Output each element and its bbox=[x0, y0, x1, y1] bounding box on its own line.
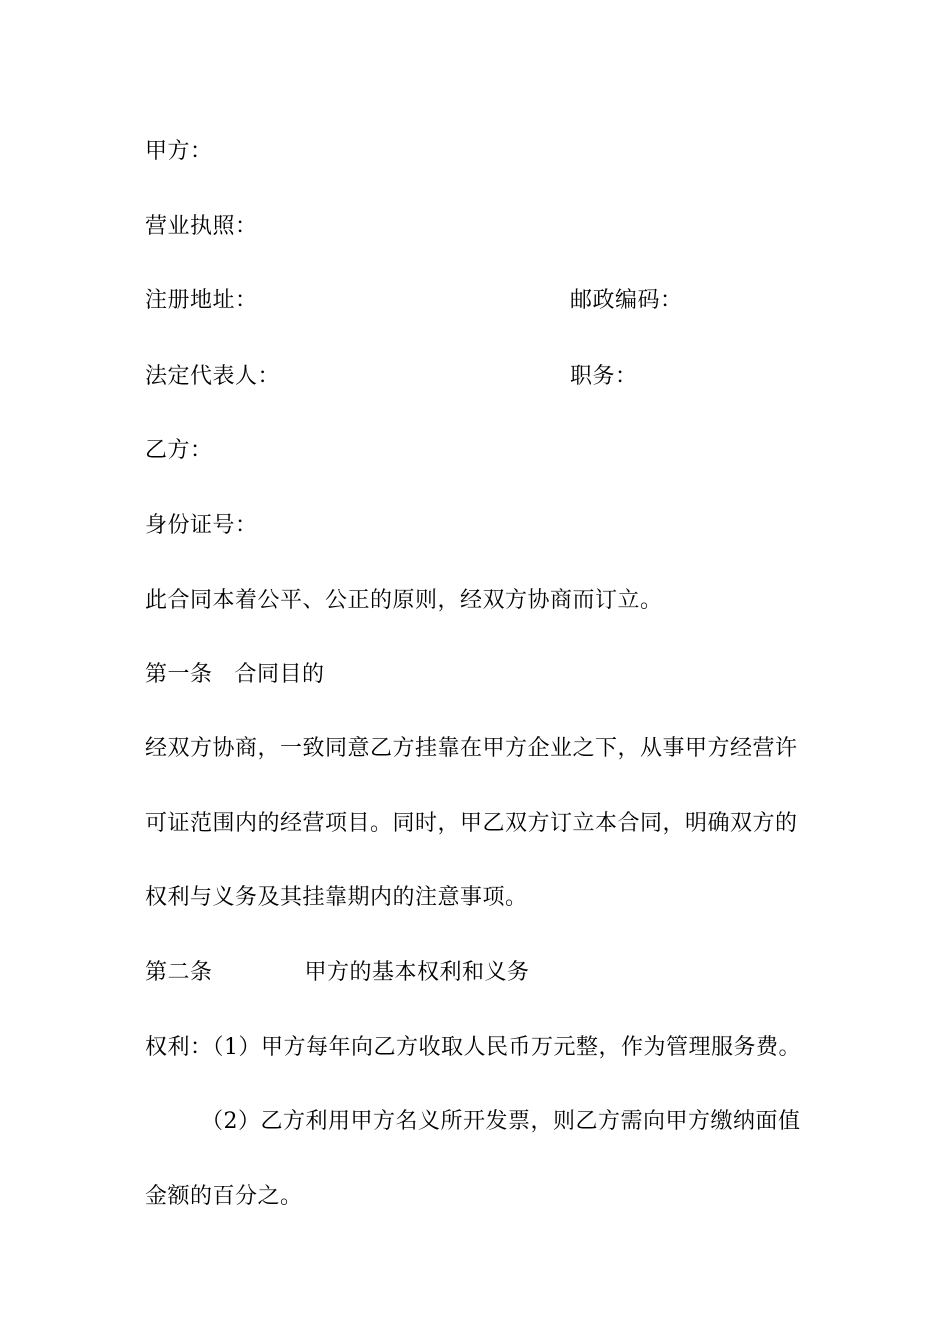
article-1-line-1: 经双方协商，一致同意乙方挂靠在甲方企业之下，从事甲方经营许 bbox=[145, 736, 798, 761]
article-2-rights-line-3: 金额的百分之。 bbox=[145, 1184, 303, 1209]
id-number-label: 身份证号： bbox=[145, 513, 258, 538]
postal-code-label: 邮政编码： bbox=[570, 288, 683, 313]
article-1-title: 合同目的 bbox=[234, 662, 325, 687]
party-b-label: 乙方： bbox=[145, 438, 213, 463]
article-1-line-2: 可证范围内的经营项目。同时，甲乙双方订立本合同，明确双方的 bbox=[145, 811, 798, 836]
intro-paragraph: 此合同本着公平、公正的原则，经双方协商而订立。 bbox=[145, 588, 663, 613]
article-1-heading bbox=[145, 662, 325, 688]
business-license-label: 营业执照： bbox=[145, 214, 258, 239]
article-1-number: 第一条 bbox=[145, 662, 213, 687]
position-label: 职务： bbox=[570, 364, 638, 389]
article-2-heading bbox=[145, 960, 530, 986]
legal-rep-label: 法定代表人： bbox=[145, 364, 281, 389]
party-a-label: 甲方： bbox=[145, 139, 213, 164]
article-2-number: 第二条 bbox=[145, 960, 213, 985]
article-2-title: 甲方的基本权利和义务 bbox=[304, 960, 530, 985]
article-1-line-3: 权利与义务及其挂靠期内的注意事项。 bbox=[145, 885, 528, 910]
article-2-rights-line-2: （2）乙方利用甲方名义所开发票，则乙方需向甲方缴纳面值 bbox=[201, 1109, 801, 1134]
article-2-rights-line-1: 权利：（1）甲方每年向乙方收取人民币万元整，作为管理服务费。 bbox=[145, 1035, 801, 1060]
registered-address-label: 注册地址： bbox=[145, 288, 258, 313]
